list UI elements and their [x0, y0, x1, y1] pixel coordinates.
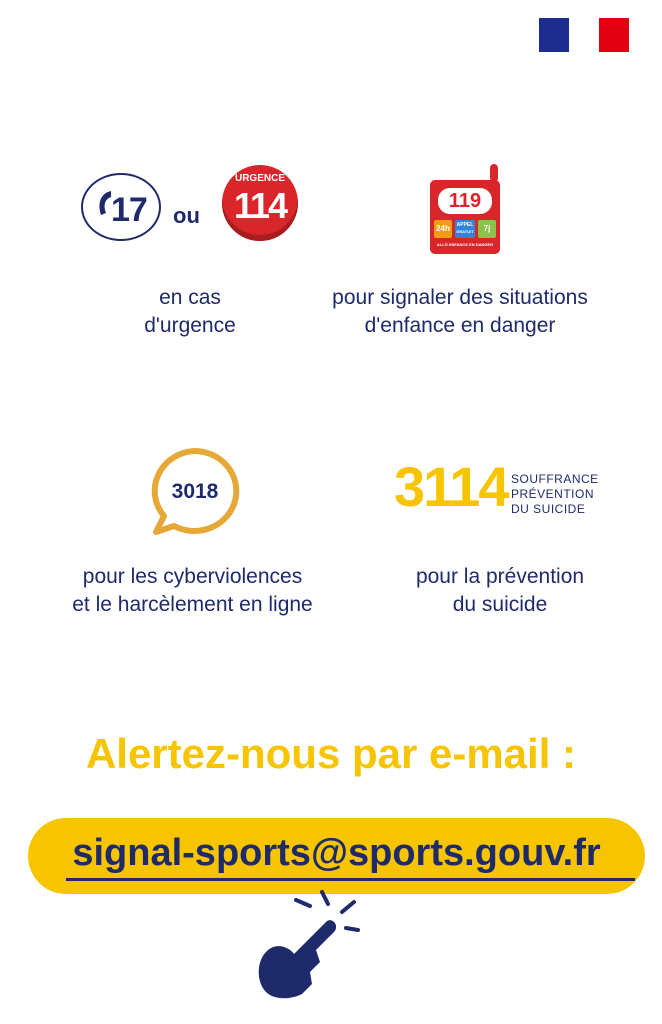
- connector-ou: ou: [173, 203, 200, 228]
- badge-gratuit: GRATUIT: [456, 229, 474, 234]
- cyber-caption: [40, 563, 345, 619]
- badge-24h: 24h: [436, 224, 450, 233]
- suicide-label-line3: DU SUICIDE: [511, 502, 586, 516]
- emergency-caption-line2: d'urgence: [144, 314, 236, 337]
- suicide-label: [511, 472, 599, 517]
- child-caption: [300, 284, 620, 340]
- emergency-caption: [100, 284, 280, 340]
- pointing-hand-icon[interactable]: [250, 888, 360, 1008]
- email-pill[interactable]: [28, 818, 645, 894]
- suicide-label-line2: PRÉVENTION: [511, 487, 595, 501]
- cyber-number: 3018: [171, 480, 219, 503]
- urgence-number: 114: [233, 185, 287, 226]
- badge-appel: APPEL: [456, 222, 474, 228]
- alert-heading: Alertez-nous par e-mail :: [85, 730, 577, 777]
- urgence-label: URGENCE: [234, 173, 285, 184]
- email-underline: [66, 878, 635, 881]
- police-17-logo: [81, 173, 161, 241]
- police-number: 17: [111, 191, 147, 229]
- cyber-caption-line2: et le harcèlement en ligne: [72, 593, 313, 616]
- child-caption-line2: d'enfance en danger: [364, 314, 556, 337]
- emergency-caption-line1: en cas: [159, 286, 221, 309]
- republique-francaise-flag: [539, 18, 629, 52]
- urgence-114-logo: [222, 165, 298, 241]
- suicide-label-line1: SOUFFRANCE: [511, 472, 599, 486]
- suicide-caption: [385, 563, 615, 619]
- child-footer: ALLÔ ENFANCE EN DANGER: [436, 242, 494, 247]
- badge-7j: 7j: [483, 224, 491, 233]
- suicide-caption-line1: pour la prévention: [415, 565, 585, 588]
- child-logo-tag: [490, 164, 498, 182]
- child-number: 119: [448, 190, 482, 212]
- child-caption-line1: pour signaler des situations: [332, 286, 588, 309]
- suicide-number: 3114: [394, 455, 508, 518]
- suicide-caption-line2: du suicide: [452, 593, 548, 616]
- cyber-caption-line1: pour les cyberviolences: [82, 565, 303, 588]
- child-119-logo: [430, 180, 500, 254]
- email-link[interactable]: signal-sports@sports.gouv.fr: [72, 832, 601, 874]
